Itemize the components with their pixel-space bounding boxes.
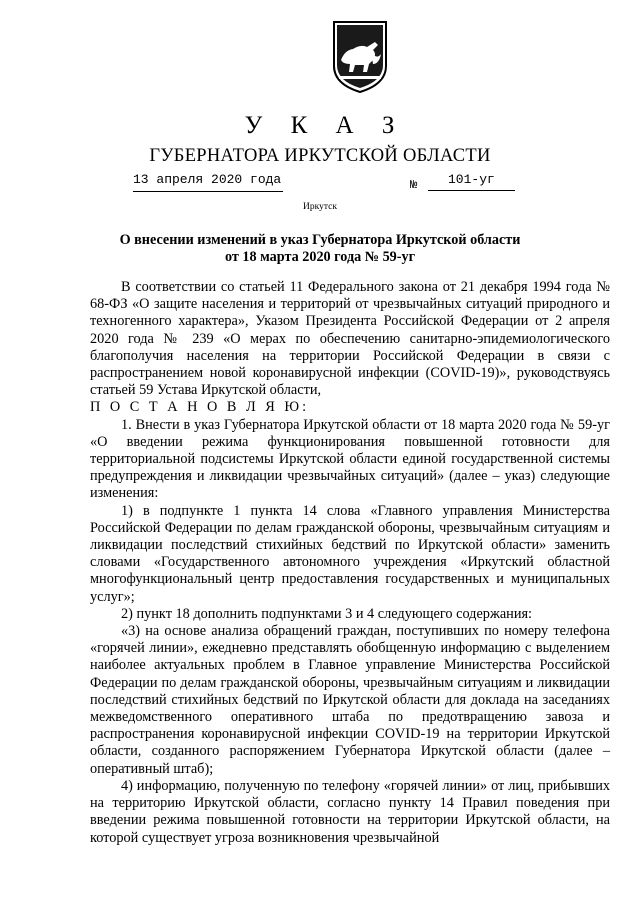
preamble-paragraph: В соответствии со статьей 11 Федерального закона от 21 декабря 1994 года № 68-ФЗ «О защите населения и территорий от чрезвычайных ситуаций природного и техногенного характера», Указом Президента Российской Федерации от 2 апреля 2020 года № 239 «О мерах по обеспечению санитарно-эпидемиологического благополучия населения на территории Российской Федерации в связи с распространением новой коронавирусной инфекции (COVID-19)», руководствуясь статьей 59 Устава Иркутской области, [90, 279, 610, 399]
city-name: Иркутск [303, 202, 337, 212]
heading-line-1: О внесении изменений в указ Губернатора Иркутской области [119, 232, 521, 248]
issuer-title: ГУБЕРНАТОРА ИРКУТСКОЙ ОБЛАСТИ [149, 146, 491, 166]
document-number: 101-уг [428, 172, 515, 191]
document-heading [100, 232, 540, 266]
heading-line-2: от 18 марта 2020 года № 59-уг [224, 249, 416, 265]
subitem-1-paragraph: 1) в подпункте 1 пункта 14 слова «Главного управления Министерства Российской Федерации по делам гражданской обороны, чрезвычайным ситуациям и ликвидации последствий стихийных бедствий по Иркутской области» заменить словами «Государственного автономного учреждения «Иркутский областной многофункциональный центр предоставления государственных и муниципальных услуг»; [90, 502, 610, 605]
subitem-2-4-paragraph: 4) информацию, полученную по телефону «горячей линии» от лиц, прибывших на территорию Иркутской области, согласно пункту 14 Правил поведения при введении режима повышенной готовности на территории Иркутской области, на которой существует угроза возникновения чрезвычайной [90, 777, 610, 846]
item-1-paragraph: 1. Внести в указ Губернатора Иркутской области от 18 марта 2020 года № 59-уг «О введении режима функционирования повышенной готовности для территориальной подсистемы Иркутской области единой государственной системы предупреждения и ликвидации чрезвычайных ситуаций» (далее – указ) следующие изменения: [90, 416, 610, 502]
decree-word: П О С Т А Н О В Л Я Ю: [90, 399, 310, 416]
number-sign: № [410, 178, 418, 192]
document-body [90, 279, 610, 847]
subitem-2-3-paragraph: «3) на основе анализа обращений граждан, поступивших по номеру телефона «горячей линии», ежедневно представлять обобщенную информацию с выделением наиболее актуальных проблем в Главное управление Министерства Российской Федерации по делам гражданской обороны, чрезвычайным ситуациям и ликвидации последствий стихийных бедствий по Иркутской области для доклада на заседаниях межведомственного оперативного штаба по предотвращению завоза и распространения коронавирусной инфекции COVID-19 на территории Иркутской области, созданного распоряжением Губернатора Иркутской области (далее – оперативный штаб); [90, 623, 610, 777]
document-date: 13 апреля 2020 года [133, 172, 283, 192]
document-type-title: У К А З [244, 112, 406, 139]
irkutsk-coat-of-arms-icon [331, 20, 389, 94]
subitem-2-paragraph: 2) пункт 18 дополнить подпунктами 3 и 4 следующего содержания: [121, 605, 533, 622]
